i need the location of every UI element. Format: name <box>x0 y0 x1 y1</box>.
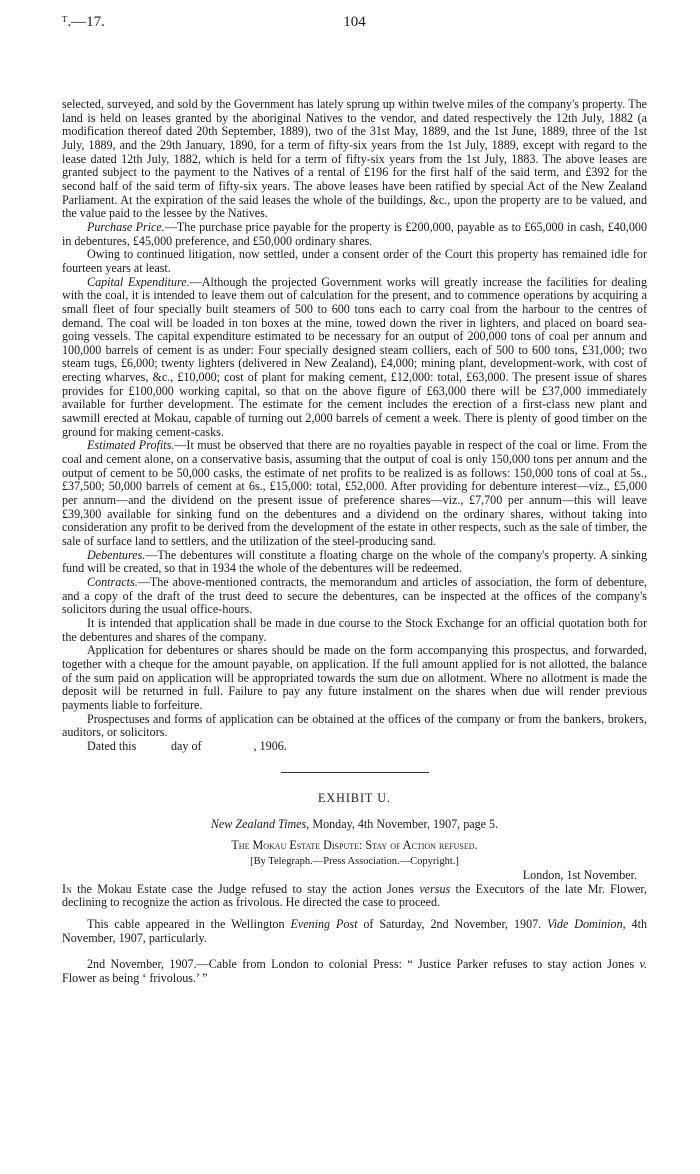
paragraph-contracts: Contracts.—The above-mentioned contracts, the memorandum and articles of association, the form of debenture, and a copy of the draft of the trust deed to secure the debentures, can be inspected at the offices of the company's solicitors during the usual office-hours. <box>62 574 647 617</box>
paragraph-prospectuses: Prospectuses and forms of application can be obtained at the offices of the company or from the bankers, brokers, auditors, or solicitors. <box>62 711 647 740</box>
heading-purchase-price: Purchase Price. <box>87 219 165 234</box>
page-number: 104 <box>343 14 366 30</box>
paragraph-estimated-profits: Estimated Profits.—It must be observed that there are no royalties payable in respect of the coal or lime. From the coal and cement alone, on a conservative basis, assuming that the output of coal is only 150,000 tons per annum and the output of cement to be 50,000 casks, the estimate of net profits to be realized is as follows: 150,000 tons of coal at 5s., £37,500; 50,000 barrels of cement at 6s., £15,000: total, £52,000. After providing for debenture interest—viz., £5,000 per annum—and the dividend on the present issue of preference shares—viz., £7,700 per annum—this will leave £39,300 available for sinking fund on the debentures and a dividend on the ordinary shares, without taking into consideration any profit to be derived from the development of the estate in other respects, such as the sale of timber, the sale of surface land to settlers, and the utilization of the steel-producing sand. <box>62 438 647 548</box>
document-body <box>62 98 647 986</box>
exhibit-paragraph-3: 2nd November, 1907.—Cable from London to colonial Press: “ Justice Parker refuses to stay action Jones v. Flower as being ‘ frivolous.’ ” <box>62 957 647 986</box>
page-header <box>62 14 647 36</box>
heading-capital-expenditure: Capital Expenditure. <box>87 274 190 289</box>
paragraph-stock-exchange: It is intended that application shall be made in due course to the Stock Exchange for an official quotation both for the debentures and shares of the company. <box>62 615 647 644</box>
paragraph-debentures: Debentures.—The debentures will constitute a floating charge on the whole of the company's property. A sinking fund will be created, so that in 1934 the whole of the debentures will be redeemed. <box>62 547 647 576</box>
heading-contracts: Contracts. <box>87 574 138 589</box>
section-divider <box>281 772 429 773</box>
exhibit-headline: The Mokau Estate Dispute: Stay of Action refused. <box>231 837 478 852</box>
paragraph-application: Application for debentures or shares should be made on the form accompanying this prospectus, and forwarded, together with a cheque for the amount payable, on application. If the full amount applied for is not allotted, the balance of the sum paid on application will be appropriated towards the sum due on allotment. Where no allotment is made the deposit will be returned in full. Failure to pay any future instalment on the shares when due will render previous payments liable to forfeiture. <box>62 643 647 712</box>
document-reference: ᵀ.—17. <box>62 14 105 30</box>
newspaper-name: New Zealand Times, <box>210 817 310 832</box>
paragraph-purchase-price: Purchase Price.—The purchase price payable for the property is £200,000, payable as to £65,000 in cash, £40,000 in debentures, £45,000 preference, and £50,000 ordinary shares. <box>62 219 648 248</box>
exhibit-paragraph-2: This cable appeared in the Wellington Evening Post of Saturday, 2nd November, 1907. Vide Dominion, 4th November, 1907, particularly. <box>62 917 647 945</box>
paragraph-leases: selected, surveyed, and sold by the Government has lately sprung up within twelve miles of the company's property. The land is held on leases granted by the aboriginal Natives to the vendor, and dated respectively the 12th July, 1882 (a modification thereof dated 20th September, 1889), two of the 31st May, 1889, and the 1st June, 1889, three of the 1st July, 1889, and the 29th January, 1890, for a term of fifty-six years from the 1st July, 1889, except with regard to the lease dated 12th July, 1882, which is held for a term of fifty-six years from the 1st July, 1883. The above leases are granted subject to the payment to the Natives of a rental of £196 for the first half of the said term, and £392 for the second half of the said term of fifty-six years. The above leases have been ratified by special Act of the New Zealand Parliament. At the expiration of the said leases the whole of the buildings, &c., upon the property are to be valued, and the value paid to the lessee by the Natives. <box>62 97 647 221</box>
paragraph-litigation: Owing to continued litigation, now settled, under a consent order of the Court this property has remained idle for fourteen years at least. <box>62 247 647 275</box>
paragraph-capital-expenditure: Capital Expenditure.—Although the projected Government works will greatly increase the facilities for dealing with the coal, it is intended to leave them out of calculation for the present, and to commence operations by acquiring a small fleet of four specially built steamers of 500 to 600 tons each to carry coal from the harbour to the centres of demand. The coal will be loaded in ton boxes at the mine, towed down the river in lighters, and placed on board sea-going vessels. The capital expenditure estimated to be necessary for an output of 200,000 tons of coal per annum and 100,000 barrels of cement is as under: Four specially designed steam colliers, each of 500 to 600 tons, £31,000; two steam tugs, £6,000; twenty lighters (delivered in New Zealand), £4,000; mining plant, development-work, with cost of erecting wharves, &c., £10,000; cost of plant for making cement, £12,000: total, £63,000. The present issue of shares provides for £100,000 working capital, so that on the above figure of £63,000 there will be £37,000 immediately available for further development. The estimate for the cement includes the erection of a first-class new plant and sawmill erected at Mokau, capable of turning out 2,000 barrels of cement a week. There is plenty of good timber on the ground for making cement-casks. <box>62 274 647 439</box>
telegraph-note: [By Telegraph.—Press Association.—Copyright.] <box>250 856 459 868</box>
heading-estimated-profits: Estimated Profits. <box>87 438 175 453</box>
exhibit-title: EXHIBIT U. <box>318 790 391 805</box>
heading-debentures: Debentures. <box>87 547 146 562</box>
dateline: London, 1st November. <box>522 868 637 883</box>
dated-line: Dated this day of , 1906. <box>87 738 287 753</box>
exhibit-source: New Zealand Times, Monday, 4th November, 1907, page 5. <box>210 817 499 832</box>
exhibit-paragraph-1: In the Mokau Estate case the Judge refused to stay the action Jones versus the Executors of the late Mr. Flower, declining to recognize the action as frivolous. He directed the case to proceed. <box>62 881 647 910</box>
